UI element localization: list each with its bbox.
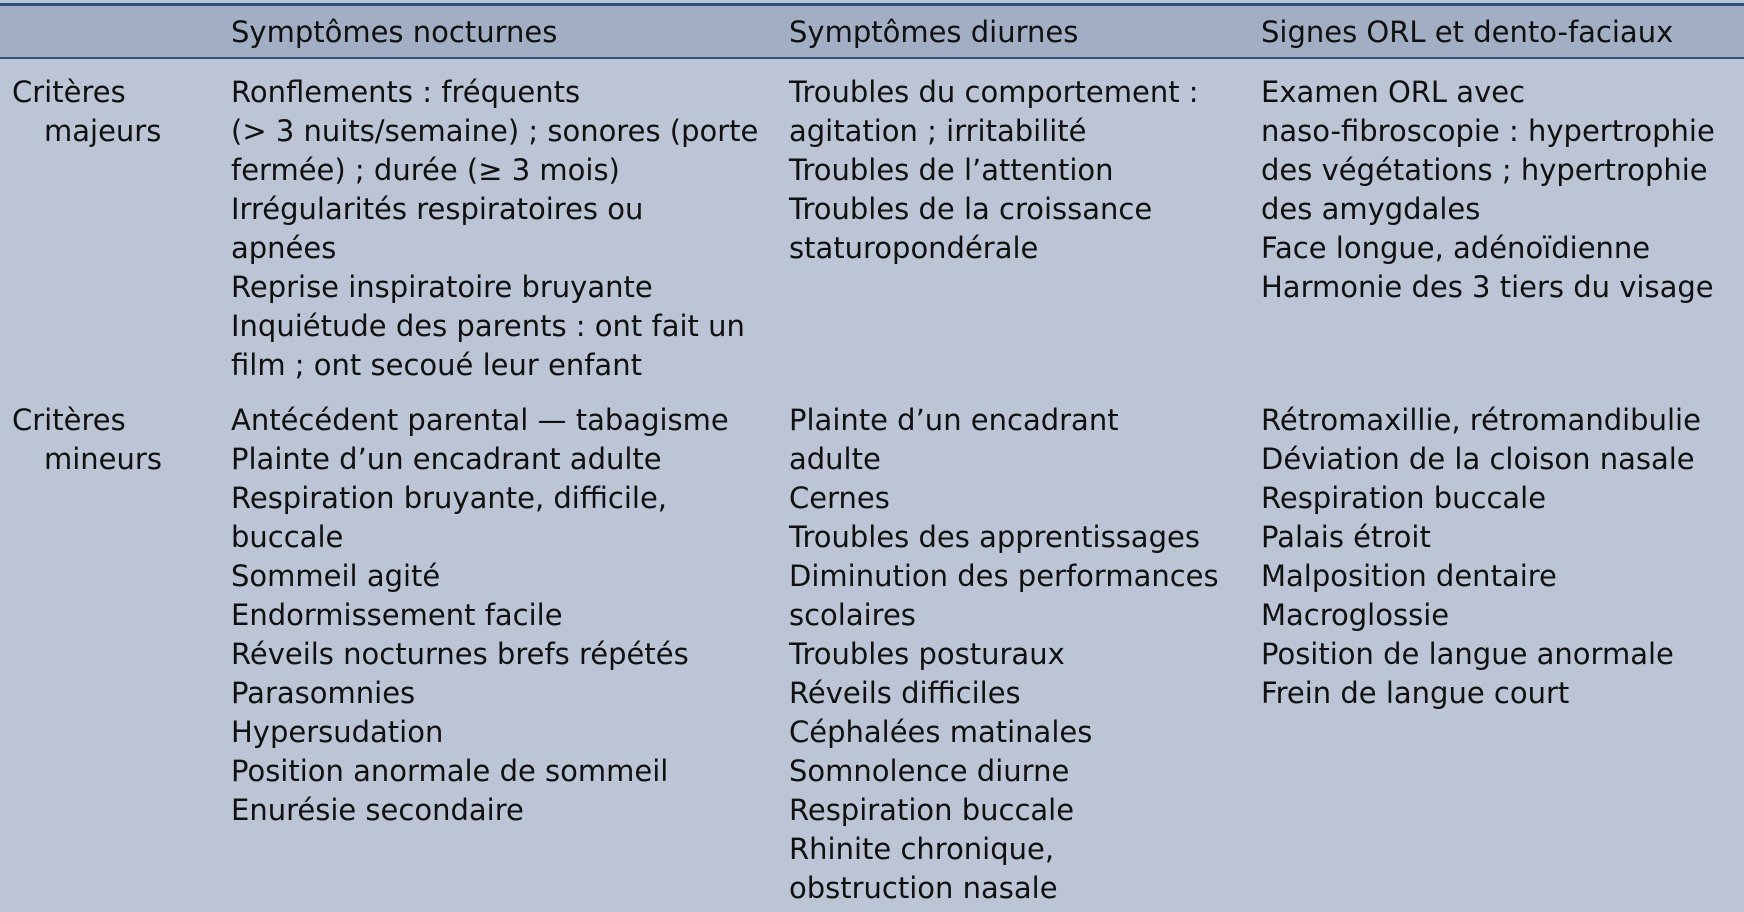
cell-line: Troubles posturaux (789, 637, 1065, 671)
header-orl: Signes ORL et dento-faciaux (1261, 15, 1674, 49)
cell-line: Réveils difficiles (789, 676, 1021, 710)
cell-line: Sommeil agité (231, 559, 441, 593)
cell-minor-orl (1261, 401, 1701, 713)
cell-line: Inquiétude des parents : ont fait un (231, 309, 745, 343)
cell-line: Irrégularités respiratoires ou (231, 192, 644, 226)
cell-line: film ; ont secoué leur enfant (231, 348, 642, 382)
cell-line: Ronflements : fréquents (231, 75, 581, 109)
cell-line: Position anormale de sommeil (231, 754, 669, 788)
cell-line: fermée) ; durée (≥ 3 mois) (231, 153, 620, 187)
cell-line: Rhinite chronique, (789, 832, 1055, 866)
cell-line: Troubles des apprentissages (789, 520, 1200, 554)
cell-line: staturopondérale (789, 231, 1039, 265)
cell-line: Malposition dentaire (1261, 559, 1557, 593)
cell-line: Enurésie secondaire (231, 793, 524, 827)
cell-minor-nocturnal (231, 401, 729, 830)
cell-line: Hypersudation (231, 715, 444, 749)
header-diurnal: Symptômes diurnes (789, 15, 1079, 49)
cell-line: scolaires (789, 598, 916, 632)
cell-line: naso-fibroscopie : hypertrophie (1261, 114, 1715, 148)
cell-line: Harmonie des 3 tiers du visage (1261, 270, 1714, 304)
cell-line: Plainte d’un encadrant (789, 403, 1119, 437)
cell-major-nocturnal (231, 73, 758, 385)
row-label-minor (12, 401, 162, 479)
cell-line: Céphalées matinales (789, 715, 1093, 749)
row-label-line: majeurs (44, 114, 162, 148)
cell-line: obstruction nasale (789, 871, 1058, 905)
cell-line: buccale (231, 520, 344, 554)
cell-major-diurnal (789, 73, 1199, 268)
cell-line: agitation ; irritabilité (789, 114, 1087, 148)
cell-line: Reprise inspiratoire bruyante (231, 270, 653, 304)
cell-line: apnées (231, 231, 337, 265)
cell-line: Respiration bruyante, difficile, (231, 481, 668, 515)
cell-line: Macroglossie (1261, 598, 1450, 632)
cell-line: (> 3 nuits/semaine) ; sonores (porte (231, 114, 759, 148)
cell-minor-diurnal (789, 401, 1219, 908)
header-nocturnal: Symptômes nocturnes (231, 15, 558, 49)
cell-line: Somnolence diurne (789, 754, 1070, 788)
cell-major-orl (1261, 73, 1715, 307)
row-label-line: Critères (12, 403, 126, 437)
header-rule (0, 57, 1744, 59)
row-label-line: Critères (12, 75, 126, 109)
cell-line: Antécédent parental — tabagisme (231, 403, 729, 437)
cell-line: Position de langue anormale (1261, 637, 1674, 671)
cell-line: Frein de langue court (1261, 676, 1570, 710)
cell-line: Palais étroit (1261, 520, 1431, 554)
cell-line: Rétromaxillie, rétromandibulie (1261, 403, 1701, 437)
cell-line: Respiration buccale (1261, 481, 1547, 515)
cell-line: Troubles de l’attention (789, 153, 1114, 187)
cell-line: Parasomnies (231, 676, 416, 710)
cell-line: Respiration buccale (789, 793, 1075, 827)
cell-line: Troubles de la croissance (789, 192, 1153, 226)
cell-line: Endormissement facile (231, 598, 563, 632)
cell-line: des végétations ; hypertrophie (1261, 153, 1708, 187)
row-label-major (12, 73, 161, 151)
cell-line: adulte (789, 442, 881, 476)
cell-line: des amygdales (1261, 192, 1481, 226)
cell-line: Face longue, adénoïdienne (1261, 231, 1651, 265)
cell-line: Diminution des performances (789, 559, 1219, 593)
row-label-line: mineurs (44, 442, 162, 476)
cell-line: Cernes (789, 481, 890, 515)
cell-line: Déviation de la cloison nasale (1261, 442, 1695, 476)
cell-line: Examen ORL avec (1261, 75, 1526, 109)
cell-line: Plainte d’un encadrant adulte (231, 442, 662, 476)
cell-line: Réveils nocturnes brefs répétés (231, 637, 689, 671)
cell-line: Troubles du comportement : (789, 75, 1199, 109)
